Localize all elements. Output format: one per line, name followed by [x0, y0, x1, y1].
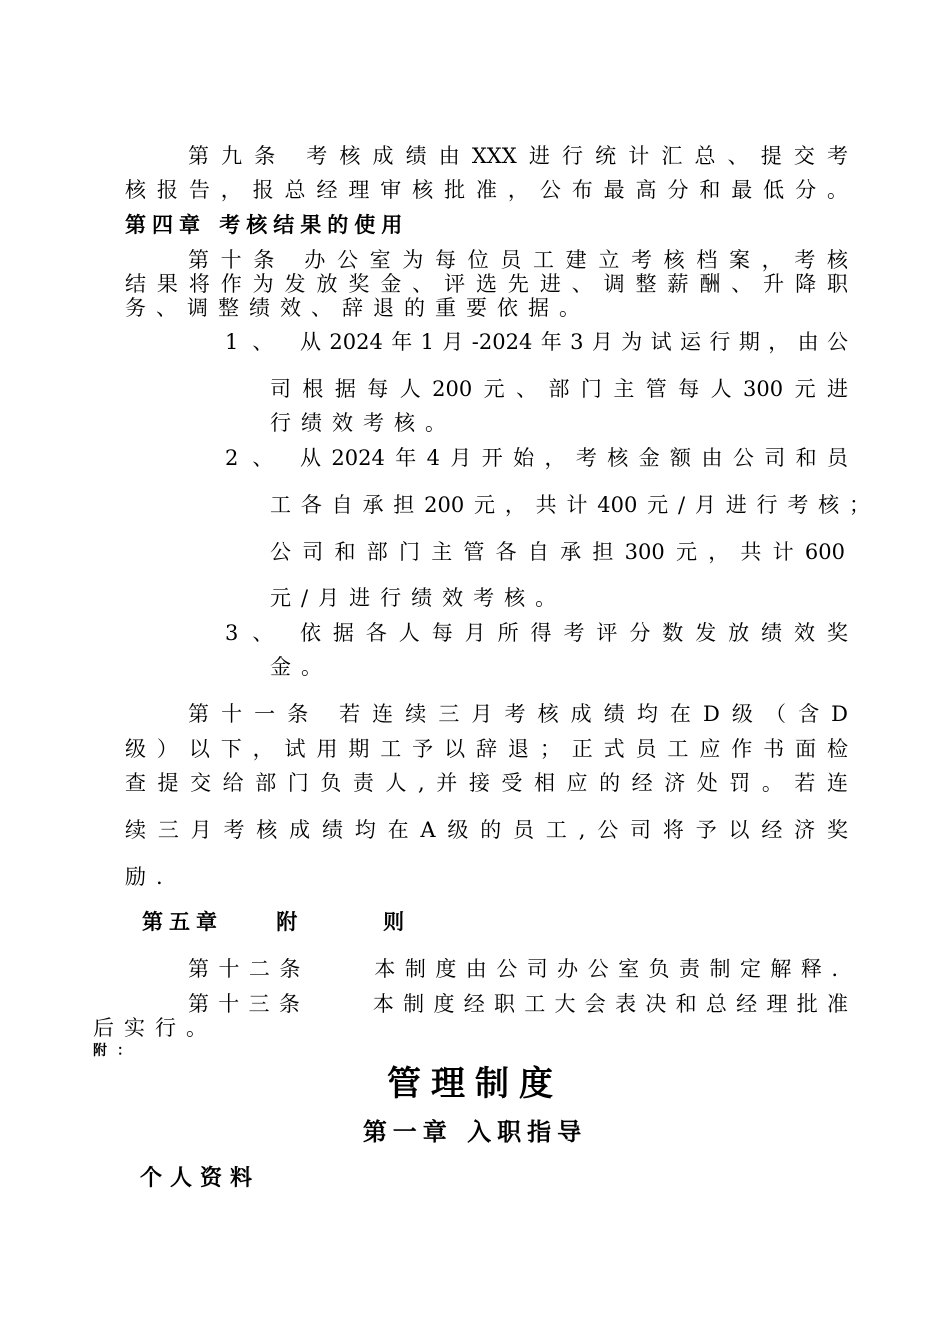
- article-9-line-2: 核报告，报总经理审核批准，公布最高分和最低分。: [125, 178, 848, 202]
- article-13-line-2: 后实行。: [93, 1016, 217, 1040]
- list-item-2-number: 2、: [225, 446, 288, 470]
- section-personal-info-heading: 个人资料: [140, 1165, 261, 1191]
- article-10-line-2: 结果将作为发放奖金、评选先进、调整薪酬、升降职: [125, 272, 848, 296]
- article-13-line-1: 第十三条 本制度经职工大会表决和总经理批准: [188, 992, 848, 1016]
- chapter-4-heading: 第四章 考核结果的使用: [125, 212, 409, 237]
- article-11-line-5: 励.: [125, 865, 173, 889]
- article-9-line-1: 第九条 考核成绩由XXX进行统计汇总、提交考: [188, 144, 848, 168]
- list-item-2-line-2: 工各自承担200元，共计400元/月进行考核；: [270, 493, 870, 517]
- list-item-2-line-1: 从2024年4月开始，考核金额由公司和员: [300, 446, 848, 470]
- list-item-1-line-1: 从2024年1月-2024年3月为试运行期，由公: [300, 330, 848, 354]
- list-item-2-line-3: 公司和部门主管各自承担300元，共计600: [270, 540, 845, 564]
- chapter-1-heading: 第一章 入职指导: [362, 1117, 588, 1146]
- article-11-line-4: 续三月考核成绩均在A级的员工,公司将予以经济奖: [125, 818, 848, 842]
- list-item-1-line-3: 行绩效考核。: [270, 411, 456, 435]
- article-11-line-1: 第十一条 若连续三月考核成绩均在D级（含D: [188, 702, 848, 726]
- article-12: 第十二条 本制度由公司办公室负责制定解释.: [188, 957, 838, 981]
- document-title: 管理制度: [387, 1064, 563, 1104]
- list-item-3-number: 3、: [225, 621, 288, 645]
- article-10-line-3: 务、调整绩效、辞退的重要依据。: [125, 296, 590, 320]
- list-item-1-line-2: 司根据每人200元、部门主管每人300元进: [270, 377, 848, 401]
- article-11-line-2: 级）以下，试用期工予以辞退；正式员工应作书面检: [125, 737, 848, 761]
- chapter-5-heading: 第五章 附 则: [142, 909, 411, 934]
- list-item-2-line-4: 元/月进行绩效考核。: [270, 586, 567, 610]
- list-item-1-number: 1、: [225, 330, 288, 354]
- list-item-3-line-1: 依据各人每月所得考评分数发放绩效奖: [300, 621, 848, 645]
- article-10-line-1: 第十条 办公室为每位员工建立考核档案，考核: [188, 248, 848, 272]
- list-item-3-line-2: 金。: [270, 655, 332, 679]
- article-11-line-3: 查提交给部门负责人,并接受相应的经济处罚。若连: [125, 771, 848, 795]
- appendix-label: 附：: [93, 1043, 141, 1059]
